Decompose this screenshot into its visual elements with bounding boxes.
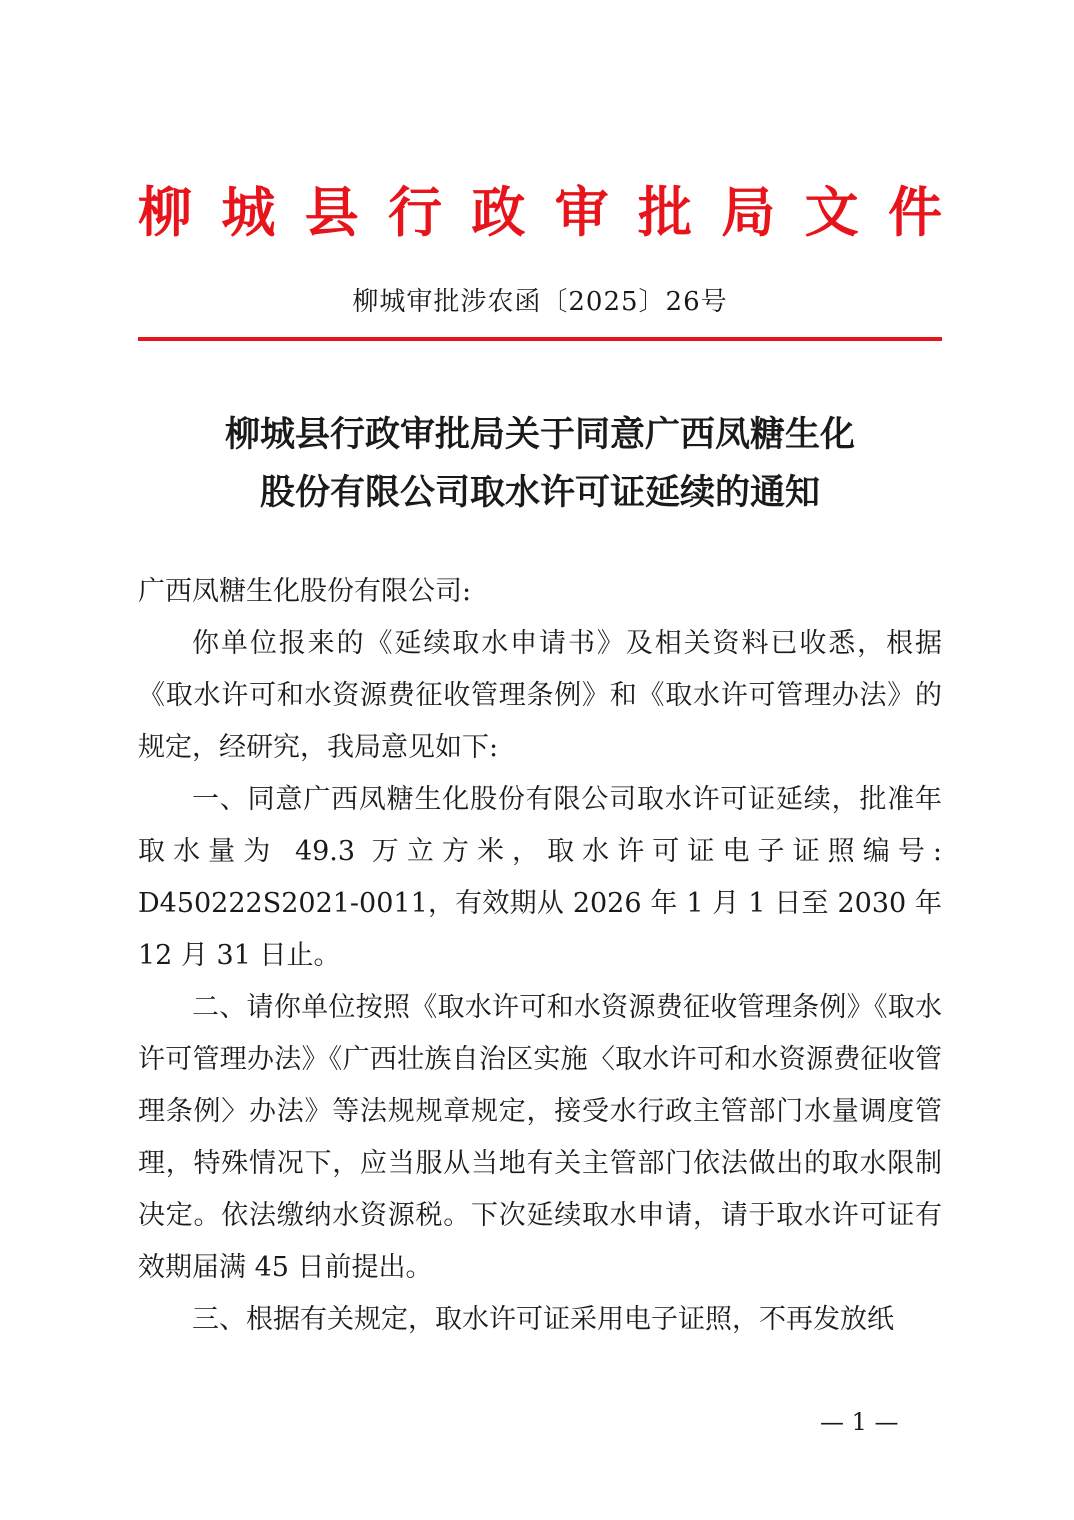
masthead-char: 柳 [138,180,192,244]
document-masthead [138,172,942,252]
masthead-char: 局 [721,180,776,244]
masthead-char: 件 [887,180,942,244]
masthead-char: 县 [304,180,359,244]
title-line-1: 柳城县行政审批局关于同意广西凤糖生化 [224,414,855,455]
body-paragraph-3: 三、根据有关规定，取水许可证采用电子证照，不再发放纸 [192,1304,894,1335]
masthead-char: 批 [637,180,692,244]
body-paragraph-2: 二、请你单位按照《取水许可和水资源费征收管理条例》《取水许可管理办法》《广西壮族自治区实施〈取水许可和水资源费征收管理条例〉办法》等法规规章规定，接受水行政主管部门水量调度管理，特殊情况下，应当服从当地有关主管部门依法做出的取水限制决定。依法缴纳水资源税。下次延续取水申请，请于取水许可证有效期届满 45 日前提出。 [138,992,942,1283]
masthead-char: 文 [804,180,859,244]
salutation: 广西凤糖生化股份有限公司: [138,576,472,607]
masthead-char: 城 [221,180,276,244]
red-divider-line [138,337,942,341]
body-paragraph-1: 一、同意广西凤糖生化股份有限公司取水许可证延续，批准年取水量为 49.3 万立方米，取水许可证电子证照编号: D450222S2021-0011，有效期从 2026 年 1 月 1 日至 2030 年 12 月 31 日止。 [138,784,942,971]
masthead-char: 政 [471,180,526,244]
body-paragraph-intro: 你单位报来的《延续取水申请书》及相关资料已收悉，根据《取水许可和水资源费征收管理条例》和《取水许可管理办法》的规定，经研究，我局意见如下: [138,628,942,763]
masthead-char: 审 [554,180,609,244]
document-body [138,566,942,1346]
masthead-char: 行 [387,180,442,244]
document-number: 柳城审批涉农函〔2025〕26号 [352,287,728,317]
page-number: — 1 — [820,1408,899,1436]
title-line-2: 股份有限公司取水许可证延续的通知 [259,472,820,513]
document-title [138,406,942,522]
